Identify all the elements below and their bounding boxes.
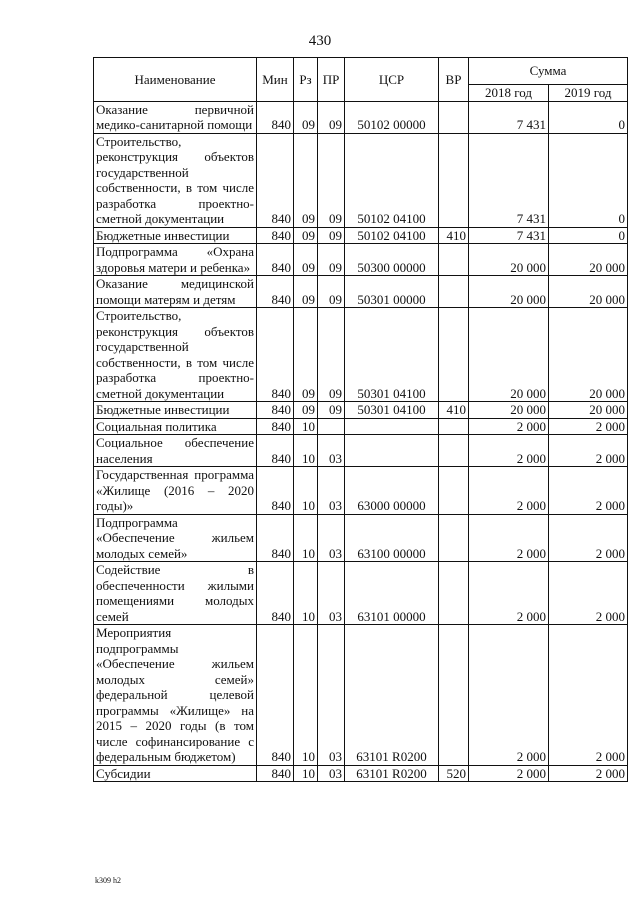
cell-rz: 10: [294, 625, 318, 766]
cell-rz: 10: [294, 765, 318, 782]
table-header: [94, 58, 628, 102]
cell-vr: [439, 435, 469, 467]
footer-code: k309 h2: [95, 876, 121, 885]
cell-vr: 410: [439, 402, 469, 419]
cell-2018: 2 000: [469, 514, 549, 562]
cell-2018: 2 000: [469, 625, 549, 766]
header-rz: Рз: [294, 58, 318, 102]
cell-min: 840: [257, 402, 294, 419]
cell-csr: 63101 R0200: [345, 625, 439, 766]
cell-csr: 50102 00000: [345, 101, 439, 133]
cell-min: 840: [257, 101, 294, 133]
cell-pr: 09: [318, 308, 345, 402]
cell-vr: [439, 276, 469, 308]
cell-2018: 20 000: [469, 244, 549, 276]
cell-min: 840: [257, 765, 294, 782]
page-number: 430: [308, 33, 332, 49]
cell-name: Строительство, реконструкция объектов государственной собственности, в том числе разработка проектно-сметной документации: [94, 133, 257, 227]
cell-vr: [439, 101, 469, 133]
header-sum: Сумма: [469, 58, 628, 85]
cell-rz: 09: [294, 308, 318, 402]
cell-vr: [439, 133, 469, 227]
cell-csr: 63101 R0200: [345, 765, 439, 782]
cell-rz: 09: [294, 133, 318, 227]
table-row: [94, 562, 628, 625]
table-row: [94, 276, 628, 308]
cell-vr: 410: [439, 227, 469, 244]
cell-min: 840: [257, 276, 294, 308]
cell-pr: 09: [318, 133, 345, 227]
cell-2018: 7 431: [469, 101, 549, 133]
cell-min: 840: [257, 244, 294, 276]
table-body: [94, 101, 628, 782]
table-row: [94, 435, 628, 467]
cell-2019: 20 000: [549, 308, 628, 402]
cell-2018: 20 000: [469, 308, 549, 402]
cell-min: 840: [257, 467, 294, 515]
cell-2019: 0: [549, 101, 628, 133]
cell-name: Содействие в обеспеченности жилыми помещениями молодых семей: [94, 562, 257, 625]
cell-pr: 03: [318, 625, 345, 766]
cell-csr: 63101 00000: [345, 562, 439, 625]
header-name: Наименование: [94, 58, 257, 102]
cell-rz: 09: [294, 227, 318, 244]
cell-2018: 2 000: [469, 418, 549, 435]
cell-csr: [345, 418, 439, 435]
cell-min: 840: [257, 435, 294, 467]
cell-pr: 09: [318, 402, 345, 419]
cell-vr: [439, 467, 469, 515]
cell-2018: 2 000: [469, 562, 549, 625]
table-row: [94, 308, 628, 402]
cell-csr: 63100 00000: [345, 514, 439, 562]
cell-2019: 20 000: [549, 244, 628, 276]
cell-2019: 2 000: [549, 765, 628, 782]
cell-min: 840: [257, 625, 294, 766]
cell-rz: 10: [294, 562, 318, 625]
cell-2018: 7 431: [469, 133, 549, 227]
cell-vr: [439, 308, 469, 402]
cell-csr: 50102 04100: [345, 133, 439, 227]
table-row: [94, 227, 628, 244]
cell-pr: 03: [318, 765, 345, 782]
cell-min: 840: [257, 227, 294, 244]
cell-csr: 50102 04100: [345, 227, 439, 244]
cell-csr: 50301 00000: [345, 276, 439, 308]
cell-rz: 10: [294, 514, 318, 562]
cell-csr: [345, 435, 439, 467]
cell-name: Мероприятия подпрограммы «Обеспечение жильем молодых семей» федеральной целевой программы «Жилище» на 2015 – 2020 годы (в том числе софинансирование с федеральным бюджетом): [94, 625, 257, 766]
cell-min: 840: [257, 133, 294, 227]
cell-name: Подпрограмма «Обеспечение жильем молодых семей»: [94, 514, 257, 562]
cell-rz: 09: [294, 101, 318, 133]
cell-name: Государственная программа «Жилище (2016 – 2020 годы)»: [94, 467, 257, 515]
budget-table: [93, 57, 628, 782]
cell-2019: 0: [549, 133, 628, 227]
header-csr: ЦСР: [345, 58, 439, 102]
cell-pr: 09: [318, 101, 345, 133]
cell-name: Социальное обеспечение населения: [94, 435, 257, 467]
cell-2019: 2 000: [549, 625, 628, 766]
cell-2018: 20 000: [469, 402, 549, 419]
table-row: [94, 625, 628, 766]
cell-vr: [439, 418, 469, 435]
cell-rz: 10: [294, 418, 318, 435]
table-row: [94, 467, 628, 515]
cell-name: Оказание первичной медико-санитарной помощи: [94, 101, 257, 133]
cell-pr: [318, 418, 345, 435]
cell-csr: 63000 00000: [345, 467, 439, 515]
cell-csr: 50301 04100: [345, 308, 439, 402]
cell-pr: 03: [318, 467, 345, 515]
cell-vr: [439, 244, 469, 276]
cell-pr: 09: [318, 244, 345, 276]
table-row: [94, 133, 628, 227]
header-2018: 2018 год: [469, 85, 549, 102]
cell-rz: 09: [294, 402, 318, 419]
cell-min: 840: [257, 514, 294, 562]
table-row: [94, 765, 628, 782]
cell-vr: 520: [439, 765, 469, 782]
cell-2019: 2 000: [549, 418, 628, 435]
cell-2019: 20 000: [549, 276, 628, 308]
cell-name: Социальная политика: [94, 418, 257, 435]
table-row: [94, 418, 628, 435]
cell-rz: 10: [294, 435, 318, 467]
cell-2019: 0: [549, 227, 628, 244]
cell-name: Оказание медицинской помощи матерям и детям: [94, 276, 257, 308]
table-row: [94, 402, 628, 419]
table-row: [94, 244, 628, 276]
cell-pr: 09: [318, 227, 345, 244]
cell-pr: 03: [318, 562, 345, 625]
cell-rz: 09: [294, 276, 318, 308]
header-vr: ВР: [439, 58, 469, 102]
cell-vr: [439, 625, 469, 766]
cell-name: Строительство, реконструкция объектов государственной собственности, в том числе разработка проектно-сметной документации: [94, 308, 257, 402]
cell-2018: 2 000: [469, 765, 549, 782]
cell-pr: 03: [318, 435, 345, 467]
cell-2018: 2 000: [469, 467, 549, 515]
cell-pr: 09: [318, 276, 345, 308]
cell-2018: 7 431: [469, 227, 549, 244]
cell-2019: 2 000: [549, 562, 628, 625]
cell-min: 840: [257, 562, 294, 625]
cell-rz: 09: [294, 244, 318, 276]
cell-2019: 2 000: [549, 467, 628, 515]
cell-csr: 50301 04100: [345, 402, 439, 419]
table-row: [94, 101, 628, 133]
cell-rz: 10: [294, 467, 318, 515]
cell-2018: 20 000: [469, 276, 549, 308]
header-2019: 2019 год: [549, 85, 628, 102]
cell-2018: 2 000: [469, 435, 549, 467]
header-pr: ПР: [318, 58, 345, 102]
cell-2019: 2 000: [549, 514, 628, 562]
cell-min: 840: [257, 308, 294, 402]
header-min: Мин: [257, 58, 294, 102]
cell-min: 840: [257, 418, 294, 435]
cell-vr: [439, 562, 469, 625]
cell-name: Бюджетные инвестиции: [94, 227, 257, 244]
cell-name: Бюджетные инвестиции: [94, 402, 257, 419]
cell-2019: 2 000: [549, 435, 628, 467]
table-row: [94, 514, 628, 562]
cell-csr: 50300 00000: [345, 244, 439, 276]
cell-name: Подпрограмма «Охрана здоровья матери и ребенка»: [94, 244, 257, 276]
cell-pr: 03: [318, 514, 345, 562]
cell-2019: 20 000: [549, 402, 628, 419]
cell-vr: [439, 514, 469, 562]
cell-name: Субсидии: [94, 765, 257, 782]
